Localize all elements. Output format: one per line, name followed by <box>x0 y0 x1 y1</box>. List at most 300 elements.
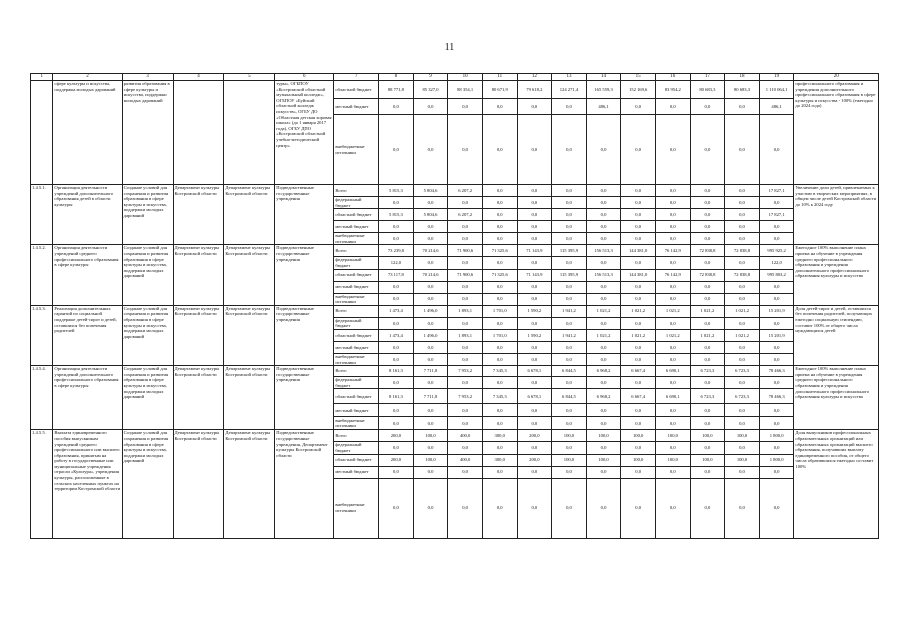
value-cell: 1 701,0 <box>482 305 517 317</box>
value-cell: 0,0 <box>725 233 760 245</box>
value-cell: 1 473,4 <box>379 329 414 341</box>
value-cell: 0,0 <box>448 341 483 353</box>
value-cell: 0,0 <box>621 377 656 389</box>
value-cell: 1 941,2 <box>552 305 587 317</box>
value-cell: 200,0 <box>379 430 414 442</box>
value-cell: 124 271,4 <box>552 81 587 99</box>
value-cell: 0,0 <box>690 341 725 353</box>
value-cell: 72 838,8 <box>690 245 725 257</box>
value-cell: 0,0 <box>552 404 587 417</box>
executor-cell: Подведомственные государственные учреждения <box>275 245 334 305</box>
value-cell: 0,0 <box>517 185 552 197</box>
value-cell: 6 723,3 <box>725 389 760 404</box>
value-cell: 995 803,2 <box>759 269 794 281</box>
value-cell: 0,0 <box>586 281 621 293</box>
value-cell: 1 800,0 <box>759 454 794 466</box>
value-cell: 5 804,6 <box>413 209 448 221</box>
value-cell: 6 207,2 <box>448 185 483 197</box>
value-cell: 0,0 <box>448 404 483 417</box>
value-cell: 0,0 <box>621 404 656 417</box>
value-cell: 0,0 <box>621 281 656 293</box>
value-cell: 0,0 <box>655 317 690 329</box>
value-cell: 0,0 <box>759 353 794 365</box>
value-cell: 0,0 <box>517 257 552 269</box>
value-cell: 1 941,2 <box>552 329 587 341</box>
column-header: 14 <box>586 74 621 81</box>
value-cell: 0,0 <box>725 281 760 293</box>
value-cell: 0,0 <box>586 404 621 417</box>
value-cell: 0,0 <box>517 442 552 454</box>
value-cell: 0,0 <box>655 377 690 389</box>
funding-source-cell: местный бюджет <box>334 404 379 417</box>
value-cell: 0,0 <box>586 353 621 365</box>
executor-cell: туры», ОГБПОУ «Костромской областной музыкальный колледж», ОГБПОУ «Буйский областной колледж искусств», ОГБУ ДО «Областная детская хоровая школа» (до 1 января 2017 года), ОГБУ ДПО «Костромской областной учебно-методический центр» <box>275 81 334 185</box>
value-cell: 70 214,6 <box>413 269 448 281</box>
value-cell: 0,0 <box>725 185 760 197</box>
value-cell: 100,0 <box>621 430 656 442</box>
column-header: 18 <box>725 74 760 81</box>
value-cell: 6 968,2 <box>586 366 621 377</box>
value-cell: 1 496,0 <box>413 305 448 317</box>
value-cell: 100,0 <box>725 430 760 442</box>
funding-source-cell: местный бюджет <box>334 281 379 293</box>
value-cell: 0,0 <box>586 377 621 389</box>
value-cell: 0,0 <box>690 281 725 293</box>
value-cell: 0,0 <box>448 317 483 329</box>
value-cell: 76 142,9 <box>655 269 690 281</box>
value-cell: 17 827,1 <box>759 185 794 197</box>
code-cell: 1.4.5.3. <box>31 305 53 365</box>
value-cell: 144 381,0 <box>621 245 656 257</box>
value-cell: 5 815,3 <box>379 209 414 221</box>
value-cell: 0,0 <box>379 281 414 293</box>
value-cell: 0,0 <box>482 377 517 389</box>
funding-source-cell: внебюджетные источники <box>334 478 379 538</box>
value-cell: 7 345,3 <box>482 389 517 404</box>
value-cell: 0,0 <box>725 99 760 115</box>
value-cell: 0,0 <box>379 115 414 185</box>
value-cell: 0,0 <box>725 115 760 185</box>
value-cell: 0,0 <box>725 417 760 430</box>
value-cell: 0,0 <box>759 341 794 353</box>
table-body <box>31 81 879 539</box>
column-header: 5 <box>224 74 275 81</box>
column-header: 8 <box>379 74 414 81</box>
value-cell: 0,0 <box>482 341 517 353</box>
value-cell: 73 117,8 <box>379 269 414 281</box>
value-cell: 78 466,3 <box>759 389 794 404</box>
column-header: 3 <box>122 74 173 81</box>
value-cell: 100,0 <box>690 454 725 466</box>
value-cell: 0,0 <box>621 478 656 538</box>
value-cell: 88 354,1 <box>448 81 483 99</box>
customer-cell: Департамент культуры Костромской области <box>173 245 224 305</box>
funding-source-cell: Всего <box>334 430 379 442</box>
value-cell: 486,1 <box>759 99 794 115</box>
value-cell: 0,0 <box>379 442 414 454</box>
value-cell: 1 021,2 <box>655 305 690 317</box>
result-cell: Увеличение доли детей, привлекаемых к участию в творческих мероприятиях, в общем числе детей Костромской области до 10% к 2024 году <box>794 185 879 245</box>
column-header: 4 <box>173 74 224 81</box>
value-cell: 70 214,6 <box>413 245 448 257</box>
value-cell: 73 239,8 <box>379 245 414 257</box>
value-cell: 78 466,3 <box>759 366 794 377</box>
value-cell: 144 381,0 <box>621 269 656 281</box>
value-cell: 0,0 <box>482 99 517 115</box>
value-cell: 0,0 <box>379 293 414 305</box>
value-cell: 0,0 <box>552 185 587 197</box>
funding-source-cell: местный бюджет <box>334 221 379 233</box>
value-cell: 122,0 <box>759 257 794 269</box>
value-cell: 0,0 <box>517 221 552 233</box>
measure-cell: Создание условий для сохранения и развития образования в сфере культуры и искусства, поддержки молодых дарований <box>122 366 173 430</box>
value-cell: 0,0 <box>413 341 448 353</box>
name-cell: Организация деятельности учреждений дополнительного профессионального образования в сфере культуры <box>53 366 122 430</box>
value-cell: 1 590,2 <box>517 305 552 317</box>
value-cell: 0,0 <box>517 197 552 209</box>
value-cell: 0,0 <box>621 209 656 221</box>
value-cell: 0,0 <box>655 341 690 353</box>
table-row <box>31 366 879 377</box>
column-header: 9 <box>413 74 448 81</box>
value-cell: 0,0 <box>655 281 690 293</box>
value-cell: 0,0 <box>448 281 483 293</box>
value-cell: 0,0 <box>517 341 552 353</box>
value-cell: 7 711,8 <box>413 389 448 404</box>
value-cell: 0,0 <box>552 197 587 209</box>
value-cell: 200,0 <box>517 430 552 442</box>
value-cell: 80 683,3 <box>690 81 725 99</box>
code-cell: 1.4.5.5. <box>31 430 53 538</box>
value-cell: 1 473,4 <box>379 305 414 317</box>
value-cell: 0,0 <box>690 317 725 329</box>
value-cell: 1 021,2 <box>586 305 621 317</box>
value-cell: 0,0 <box>621 353 656 365</box>
column-header: 12 <box>517 74 552 81</box>
value-cell: 0,0 <box>413 257 448 269</box>
value-cell: 0,0 <box>413 99 448 115</box>
value-cell: 100,0 <box>690 430 725 442</box>
customer-cell: Департамент культуры Костромской области <box>173 366 224 430</box>
value-cell: 0,0 <box>621 185 656 197</box>
value-cell: 0,0 <box>759 442 794 454</box>
value-cell: 0,0 <box>655 115 690 185</box>
value-cell: 0,0 <box>448 293 483 305</box>
value-cell: 0,0 <box>655 209 690 221</box>
value-cell: 0,0 <box>690 115 725 185</box>
value-cell: 0,0 <box>448 442 483 454</box>
value-cell: 1 021,2 <box>586 329 621 341</box>
value-cell: 6 667,4 <box>621 389 656 404</box>
value-cell: 0,0 <box>413 442 448 454</box>
page-number: 11 <box>444 42 455 53</box>
value-cell: 7 711,8 <box>413 366 448 377</box>
value-cell: 0,0 <box>413 281 448 293</box>
value-cell: 0,0 <box>379 233 414 245</box>
value-cell: 80 683,3 <box>725 81 760 99</box>
value-cell: 6 690,1 <box>655 389 690 404</box>
value-cell: 0,0 <box>690 185 725 197</box>
value-cell: 6 690,1 <box>655 366 690 377</box>
value-cell: 0,0 <box>655 466 690 478</box>
value-cell: 0,0 <box>482 442 517 454</box>
value-cell: 156 513,3 <box>586 269 621 281</box>
value-cell: 0,0 <box>759 115 794 185</box>
value-cell: 7 345,3 <box>482 366 517 377</box>
value-cell: 200,0 <box>517 454 552 466</box>
value-cell: 0,0 <box>482 404 517 417</box>
value-cell: 71 900,6 <box>448 269 483 281</box>
value-cell: 6 667,4 <box>621 366 656 377</box>
value-cell: 0,0 <box>552 341 587 353</box>
value-cell: 100,0 <box>413 430 448 442</box>
value-cell: 0,0 <box>448 233 483 245</box>
value-cell: 0,0 <box>517 293 552 305</box>
value-cell: 0,0 <box>621 341 656 353</box>
value-cell: 0,0 <box>379 377 414 389</box>
name-cell: Выплата единовременного пособия выпускникам учреждений среднего профессионального или высшего образования, принятым на работу в государственные или муниципальные учреждения отрасли «Культура», учреждения культуры, расположенные в сельских населенных пунктах на территории Костромской области <box>53 430 122 538</box>
value-cell: 486,1 <box>586 99 621 115</box>
value-cell: 0,0 <box>379 417 414 430</box>
value-cell: 0,0 <box>725 197 760 209</box>
value-cell: 115 395,9 <box>552 269 587 281</box>
value-cell: 0,0 <box>448 197 483 209</box>
value-cell: 0,0 <box>725 341 760 353</box>
column-header: 10 <box>448 74 483 81</box>
value-cell: 400,0 <box>448 454 483 466</box>
customer-cell: Департамент культуры Костромской области <box>173 305 224 365</box>
funding-source-cell: Всего <box>334 305 379 317</box>
value-cell: 100,0 <box>413 454 448 466</box>
result-cell: Доля детей-сирот и детей, оставшихся без попечения родителей, получающих ежегодно социальную стипендию, составит 100% от общего числа нуждающихся детей <box>794 305 879 365</box>
value-cell: 0,0 <box>759 317 794 329</box>
value-cell: 0,0 <box>379 317 414 329</box>
funding-source-cell: внебюджетные источники <box>334 115 379 185</box>
value-cell: 71 143,9 <box>517 245 552 257</box>
value-cell: 0,0 <box>621 293 656 305</box>
value-cell: 0,0 <box>690 442 725 454</box>
value-cell: 0,0 <box>586 115 621 185</box>
funding-source-cell: областной бюджет <box>334 81 379 99</box>
value-cell: 0,0 <box>517 99 552 115</box>
value-cell: 0,0 <box>586 442 621 454</box>
value-cell: 0,0 <box>552 221 587 233</box>
column-header: 20 <box>794 74 879 81</box>
customer-cell <box>173 81 224 185</box>
value-cell: 0,0 <box>759 404 794 417</box>
value-cell: 6 844,5 <box>552 366 587 377</box>
value-cell: 1 021,2 <box>725 305 760 317</box>
funding-source-cell: внебюджетные источники <box>334 353 379 365</box>
value-cell: 0,0 <box>655 221 690 233</box>
value-cell: 76 142,9 <box>655 245 690 257</box>
value-cell: 1 021,2 <box>621 305 656 317</box>
value-cell: 100,0 <box>655 454 690 466</box>
value-cell: 0,0 <box>690 257 725 269</box>
value-cell: 85 327,0 <box>413 81 448 99</box>
value-cell: 1 496,0 <box>413 329 448 341</box>
value-cell: 0,0 <box>552 209 587 221</box>
value-cell: 0,0 <box>413 404 448 417</box>
value-cell: 0,0 <box>690 209 725 221</box>
value-cell: 0,0 <box>517 317 552 329</box>
value-cell: 0,0 <box>379 221 414 233</box>
value-cell: 88 771,8 <box>379 81 414 99</box>
value-cell: 0,0 <box>586 221 621 233</box>
value-cell: 300,0 <box>482 430 517 442</box>
value-cell: 0,0 <box>517 478 552 538</box>
table-row <box>31 430 879 442</box>
code-cell: 1.4.5.2. <box>31 245 53 305</box>
value-cell: 71 900,6 <box>448 245 483 257</box>
value-cell: 0,0 <box>655 99 690 115</box>
value-cell: 0,0 <box>621 115 656 185</box>
value-cell: 0,0 <box>482 317 517 329</box>
value-cell: 6 723,3 <box>690 389 725 404</box>
coexecutor-cell: Департамент культуры Костромской области <box>224 305 275 365</box>
value-cell: 100,0 <box>586 430 621 442</box>
table-row <box>31 245 879 257</box>
value-cell: 0,0 <box>379 404 414 417</box>
value-cell: 0,0 <box>552 353 587 365</box>
value-cell: 0,0 <box>621 317 656 329</box>
value-cell: 1 021,2 <box>690 305 725 317</box>
value-cell: 0,0 <box>690 293 725 305</box>
column-header: 11 <box>482 74 517 81</box>
value-cell: 0,0 <box>725 377 760 389</box>
value-cell: 0,0 <box>448 417 483 430</box>
table-row <box>31 185 879 197</box>
value-cell: 0,0 <box>552 115 587 185</box>
executor-cell: Подведомственные государственные учреждения <box>275 366 334 430</box>
value-cell: 83 954,2 <box>655 81 690 99</box>
value-cell: 0,0 <box>482 353 517 365</box>
funding-source-cell: областной бюджет <box>334 329 379 341</box>
value-cell: 0,0 <box>725 293 760 305</box>
value-cell: 0,0 <box>413 466 448 478</box>
measure-cell: Создание условий для сохранения и развития образования в сфере культуры и искусства, поддержки молодых дарований <box>122 185 173 245</box>
code-cell: 1.4.5.4. <box>31 366 53 430</box>
value-cell: 0,0 <box>655 353 690 365</box>
funding-source-cell: Всего <box>334 245 379 257</box>
value-cell: 0,0 <box>759 478 794 538</box>
name-cell: Организация деятельности учреждений среднего профессионального образования в сфере культуры <box>53 245 122 305</box>
value-cell: 0,0 <box>482 417 517 430</box>
value-cell: 7 953,2 <box>448 389 483 404</box>
value-cell: 6 678,1 <box>517 389 552 404</box>
value-cell: 1 590,2 <box>517 329 552 341</box>
value-cell: 0,0 <box>482 293 517 305</box>
value-cell: 0,0 <box>482 233 517 245</box>
value-cell: 0,0 <box>725 478 760 538</box>
value-cell: 0,0 <box>621 221 656 233</box>
value-cell: 0,0 <box>413 293 448 305</box>
value-cell: 0,0 <box>482 478 517 538</box>
value-cell: 0,0 <box>552 466 587 478</box>
column-header: 17 <box>690 74 725 81</box>
value-cell: 71 325,6 <box>482 245 517 257</box>
value-cell: 0,0 <box>517 353 552 365</box>
value-cell: 0,0 <box>586 233 621 245</box>
funding-source-cell: областной бюджет <box>334 269 379 281</box>
value-cell: 8 161,3 <box>379 389 414 404</box>
value-cell: 5 815,3 <box>379 185 414 197</box>
value-cell: 0,0 <box>586 341 621 353</box>
value-cell: 0,0 <box>552 233 587 245</box>
value-cell: 0,0 <box>586 185 621 197</box>
value-cell: 0,0 <box>759 197 794 209</box>
value-cell: 1 021,2 <box>621 329 656 341</box>
value-cell: 1 021,2 <box>725 329 760 341</box>
value-cell: 0,0 <box>448 115 483 185</box>
result-cell: Доля выпускников профессиональных образовательных организаций или образовательных организаций высшего образования, получивших выплату единовременного пособия, от общего числа обратившихся ежегодно составит 100% <box>794 430 879 538</box>
column-header: 7 <box>334 74 379 81</box>
funding-source-cell: федеральный бюджет <box>334 442 379 454</box>
funding-source-cell: федеральный бюджет <box>334 317 379 329</box>
value-cell: 0,0 <box>655 233 690 245</box>
value-cell: 0,0 <box>621 417 656 430</box>
value-cell: 0,0 <box>586 466 621 478</box>
value-cell: 0,0 <box>552 478 587 538</box>
value-cell: 0,0 <box>517 404 552 417</box>
customer-cell: Департамент культуры Костромской области <box>173 430 224 538</box>
value-cell: 0,0 <box>690 377 725 389</box>
table-row <box>31 305 879 317</box>
measure-cell: развития образования в сфере культуры и искусства, поддержки молодых дарований <box>122 81 173 185</box>
value-cell: 0,0 <box>552 293 587 305</box>
value-cell: 400,0 <box>448 430 483 442</box>
value-cell: 7 953,2 <box>448 366 483 377</box>
value-cell: 0,0 <box>552 99 587 115</box>
measure-cell: Создание условий для сохранения и развития образования в сфере культуры и искусства, поддержки молодых дарований <box>122 430 173 538</box>
executor-cell: Подведомственные государственные учреждения <box>275 185 334 245</box>
value-cell: 0,0 <box>621 99 656 115</box>
value-cell: 0,0 <box>655 442 690 454</box>
value-cell: 1 893,1 <box>448 305 483 317</box>
value-cell: 0,0 <box>725 209 760 221</box>
value-cell: 1 110 064,1 <box>759 81 794 99</box>
funding-source-cell: областной бюджет <box>334 209 379 221</box>
value-cell: 1 021,2 <box>655 329 690 341</box>
name-cell: сфере культуры и искусства, поддержка молодых дарований <box>53 81 122 185</box>
value-cell: 0,0 <box>759 293 794 305</box>
funding-source-cell: местный бюджет <box>334 341 379 353</box>
value-cell: 0,0 <box>448 478 483 538</box>
funding-source-cell: внебюджетные источники <box>334 293 379 305</box>
value-cell: 0,0 <box>690 99 725 115</box>
value-cell: 0,0 <box>517 281 552 293</box>
value-cell: 0,0 <box>586 197 621 209</box>
value-cell: 0,0 <box>413 377 448 389</box>
value-cell: 0,0 <box>690 404 725 417</box>
value-cell: 0,0 <box>725 317 760 329</box>
code-cell <box>31 81 53 185</box>
value-cell: 71 325,6 <box>482 269 517 281</box>
value-cell: 300,0 <box>482 454 517 466</box>
coexecutor-cell: Департамент культуры Костромской области <box>224 366 275 430</box>
value-cell: 1 021,2 <box>690 329 725 341</box>
value-cell: 0,0 <box>517 466 552 478</box>
value-cell: 0,0 <box>690 233 725 245</box>
value-cell: 0,0 <box>655 404 690 417</box>
funding-source-cell: внебюджетные источники <box>334 417 379 430</box>
value-cell: 1 893,1 <box>448 329 483 341</box>
value-cell: 0,0 <box>759 221 794 233</box>
value-cell: 0,0 <box>586 209 621 221</box>
value-cell: 122,0 <box>379 257 414 269</box>
value-cell: 0,0 <box>725 257 760 269</box>
coexecutor-cell: Департамент культуры Костромской области <box>224 430 275 538</box>
